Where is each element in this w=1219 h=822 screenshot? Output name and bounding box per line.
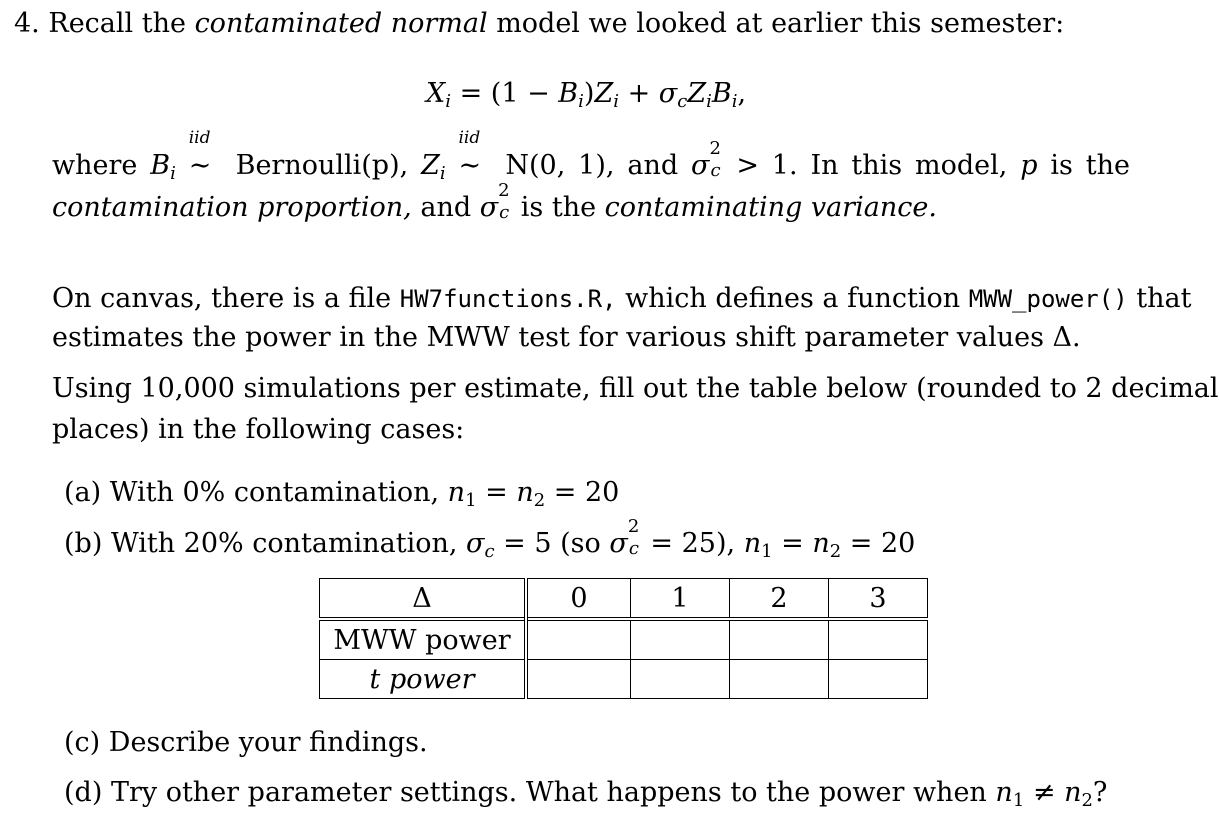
paragraph-canvas-line2: estimates the power in the MWW test for various shift parameter values Δ.: [52, 322, 1081, 353]
problem-number: 4.: [14, 8, 40, 39]
table-cell[interactable]: [829, 619, 928, 660]
item-d: (d) Try other parameter settings. What happens to the power when $n_1 \ne n_2$?: [64, 777, 1108, 811]
table-cell[interactable]: [829, 660, 928, 699]
table-cell[interactable]: [730, 660, 829, 699]
row-label-t: t power: [320, 660, 527, 699]
column-header: 3: [829, 579, 928, 620]
item-b: (b) With 20% contamination, $\sigma_c = 5$ (so σ 2 c = 25), $n_1 = n_2 = 20$: [64, 516, 916, 562]
intro-text: Recall the: [48, 8, 186, 39]
table-cell[interactable]: [526, 619, 631, 660]
intro-emphasis: contaminated normal: [194, 8, 488, 39]
table-row: [320, 660, 928, 699]
row-label-mww: MWW power: [320, 619, 527, 660]
power-table: [319, 578, 928, 699]
column-header: 1: [631, 579, 730, 620]
paragraph-sim-line1: Using 10,000 simulations per estimate, fill out the table below (rounded to 2 decimal: [52, 373, 1219, 404]
table-row: [320, 619, 928, 660]
function-name: MWW_power(): [968, 285, 1128, 313]
paragraph-canvas-line1: On canvas, there is a file HW7functions.R, which defines a function MWW_power() that: [52, 283, 1192, 314]
paragraph-sim-line2: places) in the following cases:: [52, 414, 465, 445]
intro-text-end: model we looked at earlier this semester:: [496, 8, 1065, 39]
model-definition-line1: where $B_i$ iid ∼ Bernoulli(p), $Z_i$ iid ∼ N(0, 1), and σ 2 c > 1. In this model, p is the: [52, 128, 1130, 184]
table-header-row: [320, 579, 928, 620]
column-header: 2: [730, 579, 829, 620]
table-cell[interactable]: [526, 660, 631, 699]
table-cell[interactable]: [631, 660, 730, 699]
problem-intro: [14, 8, 1064, 39]
item-a: (a) With 0% contamination, $n_1 = n_2 = 20$: [64, 477, 620, 511]
table-cell[interactable]: [631, 619, 730, 660]
model-equation: $X_i = (1 - B_i)Z_i + \sigma_cZ_iB_i$,: [426, 78, 747, 112]
column-header: 0: [526, 579, 631, 620]
model-definition-line2: contamination proportion, and σ 2 c is the contaminating variance.: [52, 180, 937, 223]
table-cell[interactable]: [730, 619, 829, 660]
file-name: HW7functions.R,: [399, 285, 617, 313]
delta-header: Δ: [320, 579, 527, 620]
item-c: (c) Describe your findings.: [64, 727, 428, 758]
